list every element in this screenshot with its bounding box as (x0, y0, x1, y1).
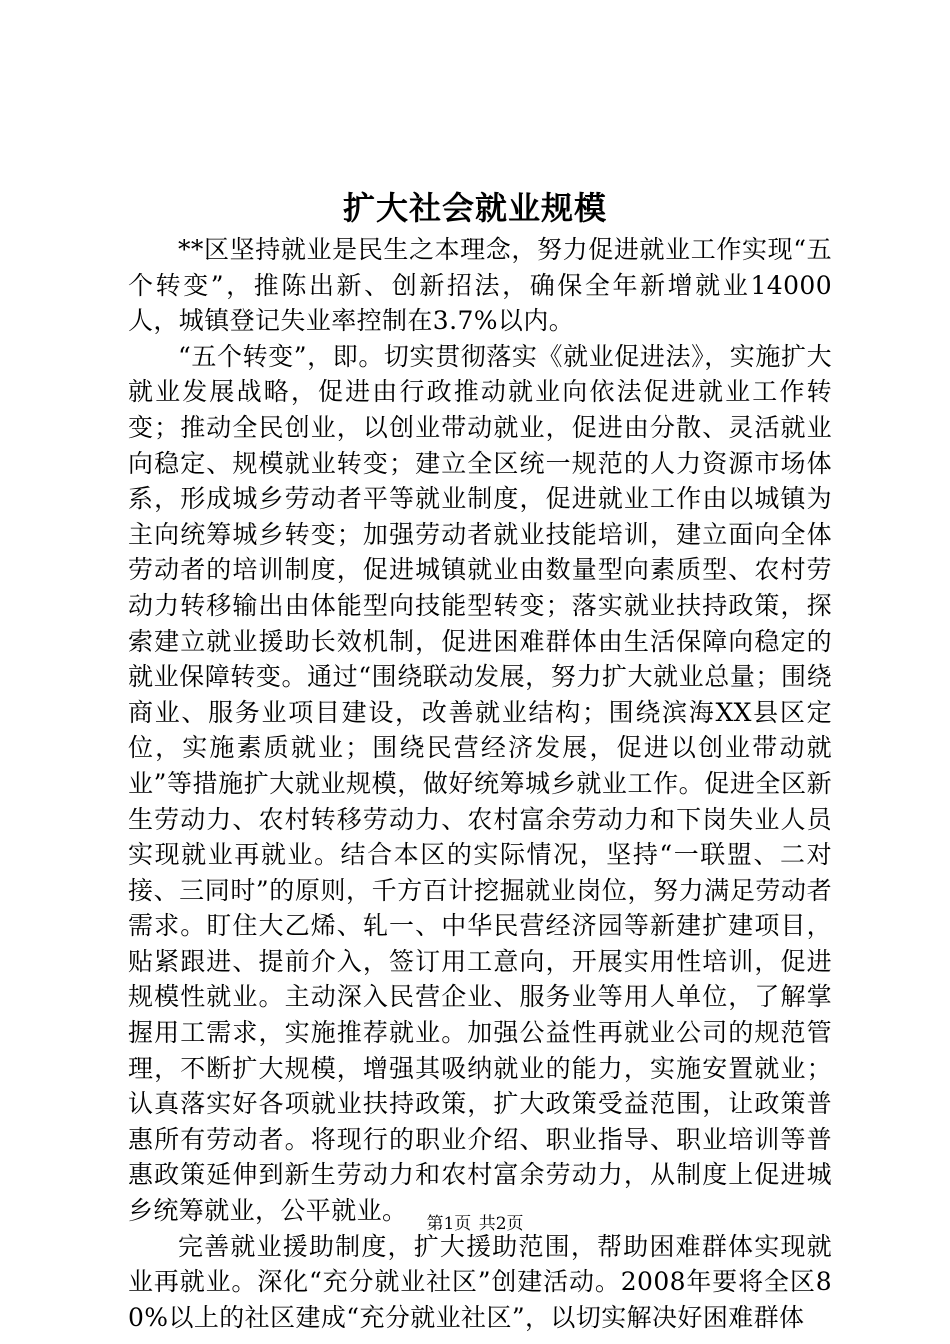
document-body (128, 232, 832, 1335)
paragraph-3: 完善就业援助制度，扩大援助范围，帮助困难群体实现就业再就业。深化“充分就业社区”创建活动。2008年要将全区80%以上的社区建成“充分就业社区”，以切实解决好困难群体 (128, 1231, 832, 1332)
paragraph-2: “五个转变”，即。切实贯彻落实《就业促进法》，实施扩大就业发展战略，促进由行政推动就业向依法促进就业工作转变；推动全民创业，以创业带动就业，促进由分散、灵活就业向稳定、规模就业转变；建立全区统一规范的人力资源市场体系，形成城乡劳动者平等就业制度，促进就业工作由以城镇为主向统筹城乡转变；加强劳动者就业技能培训，建立面向全体劳动者的培训制度，促进城镇就业由数量型向素质型、农村劳动力转移输出由体能型向技能型转变；落实就业扶持政策，探索建立就业援助长效机制，促进困难群体由生活保障向稳定的就业保障转变。通过“围绕联动发展，努力扩大就业总量；围绕商业、服务业项目建设，改善就业结构；围绕滨海XX县区定位，实施素质就业；围绕民营经济发展，促进以创业带动就业”等措施扩大就业规模，做好统筹城乡就业工作。促进全区新生劳动力、农村转移劳动力、农村富余劳动力和下岗失业人员实现就业再就业。结合本区的实际情况，坚持“一联盟、二对接、三同时”的原则，千方百计挖掘就业岗位，努力满足劳动者需求。盯住大乙烯、轧一、中华民营经济园等新建扩建项目，贴紧跟进、提前介入，签订用工意向，开展实用性培训，促进规模性就业。主动深入民营企业、服务业等用人单位，了解掌握用工需求，实施推荐就业。加强公益性再就业公司的规范管理，不断扩大规模，增强其吸纳就业的能力，实施安置就业；认真落实好各项就业扶持政策，扩大政策受益范围，让政策普惠所有劳动者。将现行的职业介绍、职业指导、职业培训等普惠政策延伸到新生劳动力和农村富余劳动力，从制度上促进城乡统筹就业，公平就业。 (128, 341, 832, 1226)
paragraph-1: **区坚持就业是民生之本理念，努力促进就业工作实现“五个转变”，推陈出新、创新招法，确保全年新增就业14000人，城镇登记失业率控制在3.7%以内。 (128, 235, 832, 336)
document-title: 扩大社会就业规模 (342, 189, 607, 227)
page-footer (0, 1212, 950, 1236)
page-total: 共2页 (478, 1214, 524, 1234)
page-number: 第1页 (426, 1214, 472, 1234)
